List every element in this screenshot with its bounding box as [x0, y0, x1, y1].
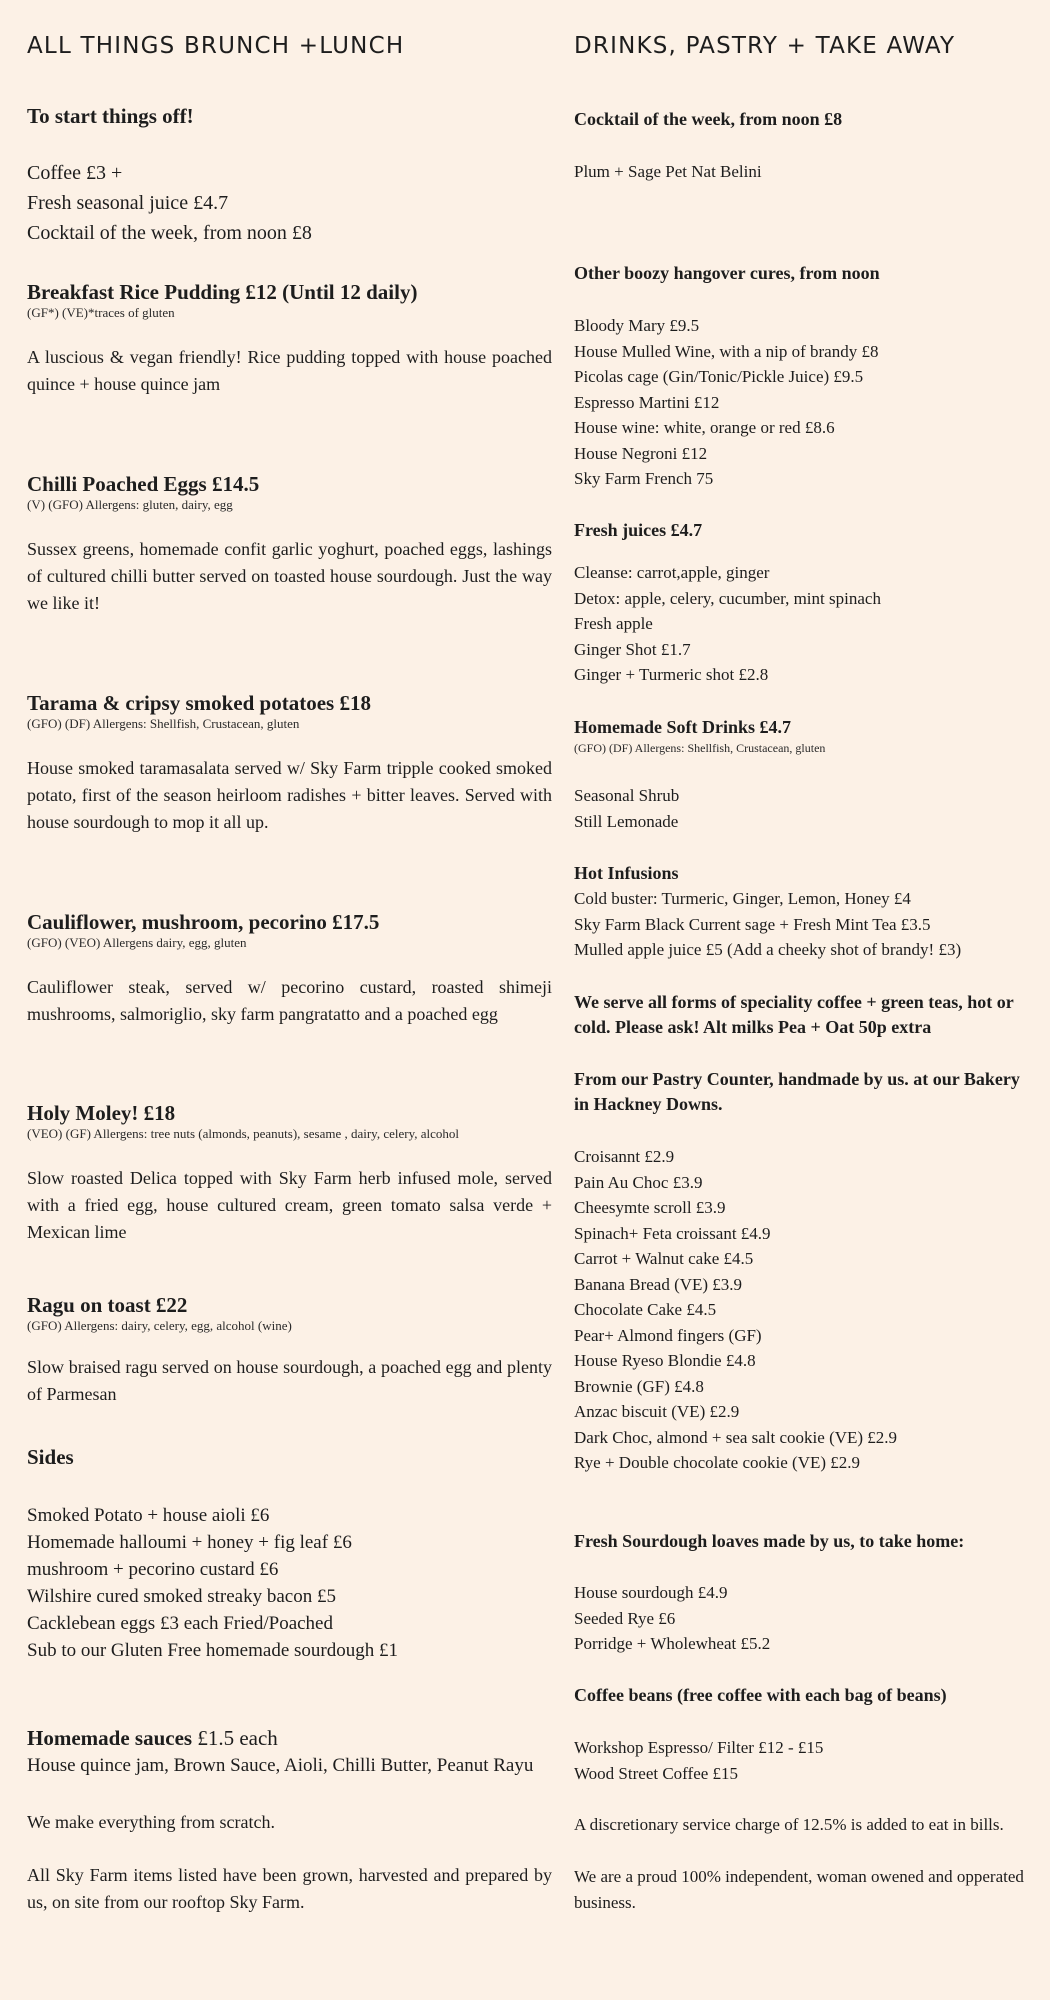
- dish-description: Slow roasted Delica topped with Sky Farm herb infused mole, served with a fried egg, house cultured cream, green tomato salsa verde + Mexican lime: [27, 1168, 552, 1242]
- list-item: Smoked Potato + house aioli £6: [27, 1505, 270, 1526]
- infusions-list: [574, 886, 1028, 963]
- start-list: [27, 158, 552, 248]
- list-item: Bloody Mary £9.5: [574, 316, 700, 335]
- cocktail-list: [574, 159, 1028, 185]
- list-item: Seasonal Shrub: [574, 786, 680, 805]
- pastry-title: From our Pastry Counter, handmade by us. at our Bakery in Hackney Downs.: [574, 1069, 1020, 1114]
- list-item: Porridge + Wholewheat £5.2: [574, 1634, 771, 1653]
- list-item: Workshop Espresso/ Filter £12 - £15: [574, 1738, 824, 1757]
- list-item: House Ryeso Blondie £4.8: [574, 1351, 756, 1370]
- start-title: To start things off!: [27, 104, 194, 128]
- sauces-title: [27, 1726, 552, 1750]
- coffee-note: We serve all forms of speciality coffee + green teas, hot or cold. Please ask! Alt milks Pea + Oat 50p extra: [574, 992, 1014, 1037]
- dish-allergens: (GFO) (DF) Allergens: Shellfish, Crustacean, gluten: [27, 716, 300, 731]
- infusions-title: Hot Infusions: [574, 863, 679, 883]
- list-item: Rye + Double chocolate cookie (VE) £2.9: [574, 1453, 861, 1472]
- dish-description: House smoked taramasalata served w/ Sky Farm tripple cooked smoked potato, first of the season heirloom radishes + bitter leaves. Served with house sourdough to mop it all up.: [27, 758, 552, 832]
- list-item: Cold buster: Turmeric, Ginger, Lemon, Honey £4: [574, 889, 911, 908]
- list-item: Pear+ Almond fingers (GF): [574, 1325, 762, 1345]
- dish-description: A luscious & vegan friendly! Rice pudding topped with house poached quince + house quince jam: [27, 347, 552, 394]
- dish-description: Slow braised ragu served on house sourdough, a poached egg and plenty of Parmesan: [27, 1357, 552, 1404]
- soft-list: [574, 783, 1028, 834]
- list-item: Mulled apple juice £5 (Add a cheeky shot of brandy! £3): [574, 940, 962, 959]
- dish-title: Holy Moley! £18: [27, 1101, 176, 1125]
- list-item: Coffee £3 +: [27, 162, 123, 184]
- soft-allergens: (GFO) (DF) Allergens: Shellfish, Crustacean, gluten: [574, 741, 826, 755]
- dish-title: Tarama & cripsy smoked potatoes £18: [27, 691, 371, 715]
- list-item: Wilshire cured smoked streaky bacon £5: [27, 1586, 336, 1607]
- list-item: Homemade halloumi + honey + fig leaf £6: [27, 1532, 352, 1553]
- dish-title: Breakfast Rice Pudding £12 (Until 12 daily): [27, 280, 418, 304]
- list-item: Cheesymte scroll £3.9: [574, 1198, 726, 1217]
- dish-tarama: [27, 691, 552, 836]
- list-item: Picolas cage (Gin/Tonic/Pickle Juice) £9.5: [574, 367, 864, 386]
- list-item: Cocktail of the week, from noon £8: [27, 222, 312, 244]
- list-item: Fresh apple: [574, 614, 653, 633]
- dish-title: Ragu on toast £22: [27, 1293, 188, 1317]
- dish-rice-pudding: [27, 280, 552, 398]
- scratch-note: We make everything from scratch.: [27, 1812, 275, 1832]
- dish-title: Cauliflower, mushroom, pecorino £17.5: [27, 910, 380, 934]
- list-item: Brownie (GF) £4.8: [574, 1376, 704, 1396]
- brunch-heading: ALL THINGS BRUNCH +LUNCH: [27, 33, 405, 59]
- list-item: Cleanse: carrot,apple, ginger: [574, 563, 770, 582]
- service-charge-note: A discretionary service charge of 12.5% is added to eat in bills.: [574, 1815, 1004, 1834]
- cocktail-title: Cocktail of the week, from noon £8: [574, 109, 843, 129]
- dish-cauliflower: [27, 910, 552, 1028]
- loaves-list: [574, 1580, 1028, 1657]
- dish-allergens: (VEO) (GF) Allergens: tree nuts (almonds, peanuts), sesame , dairy, celery, alcohol: [27, 1126, 460, 1141]
- list-item: Detox: apple, celery, cucumber, mint spinach: [574, 588, 881, 608]
- list-item: Dark Choc, almond + sea salt cookie (VE) £2.9: [574, 1427, 898, 1447]
- list-item: mushroom + pecorino custard £6: [27, 1559, 279, 1580]
- soft-title: Homemade Soft Drinks £4.7: [574, 717, 791, 737]
- dish-description: Cauliflower steak, served w/ pecorino custard, roasted shimeji mushrooms, salmoriglio, sky farm pangratatto and a poached egg: [27, 977, 552, 1024]
- list-item: Plum + Sage Pet Nat Belini: [574, 162, 762, 181]
- list-item: Chocolate Cake £4.5: [574, 1300, 717, 1319]
- list-item: Fresh seasonal juice £4.7: [27, 192, 229, 214]
- list-item: Anzac biscuit (VE) £2.9: [574, 1402, 740, 1421]
- list-item: Still Lemonade: [574, 811, 679, 831]
- list-item: House Mulled Wine, with a nip of brandy £8: [574, 341, 879, 361]
- dish-allergens: (GF*) (VE)*traces of gluten: [27, 305, 175, 320]
- sides-list: [27, 1502, 552, 1664]
- juices-list: [574, 560, 1028, 688]
- list-item: Wood Street Coffee £15: [574, 1763, 739, 1783]
- list-item: House Negroni £12: [574, 443, 708, 463]
- dish-title: Chilli Poached Eggs £14.5: [27, 472, 260, 496]
- dish-holy-moley: [27, 1101, 552, 1246]
- dish-allergens: (V) (GFO) Allergens: gluten, dairy, egg: [27, 497, 233, 512]
- list-item: Sub to our Gluten Free homemade sourdough £1: [27, 1640, 398, 1661]
- sauces-title-text: Homemade sauces: [27, 1726, 193, 1750]
- dish-description: Sussex greens, homemade confit garlic yoghurt, poached eggs, lashings of cultured chilli butter served on toasted house sourdough. Just the way we like it!: [27, 539, 552, 613]
- dish-ragu: [27, 1293, 552, 1408]
- boozy-list: [574, 313, 1028, 492]
- list-item: House quince jam, Brown Sauce, Aioli, Chilli Butter, Peanut Rayu: [27, 1755, 534, 1776]
- pastry-list: [574, 1144, 1028, 1476]
- soft-drinks: [574, 715, 1028, 757]
- list-item: House sourdough £4.9: [574, 1583, 728, 1602]
- list-item: Seeded Rye £6: [574, 1608, 676, 1628]
- list-item: House wine: white, orange or red £8.6: [574, 418, 835, 437]
- loaves-title: Fresh Sourdough loaves made by us, to take home:: [574, 1531, 965, 1551]
- boozy-title: Other boozy hangover cures, from noon: [574, 263, 880, 283]
- sauces-price: £1.5 each: [197, 1726, 278, 1750]
- juices-title: Fresh juices £4.7: [574, 520, 703, 540]
- dish-chilli-eggs: [27, 472, 552, 617]
- list-item: Carrot + Walnut cake £4.5: [574, 1249, 754, 1268]
- list-item: Espresso Martini £12: [574, 392, 720, 412]
- list-item: Sky Farm French 75: [574, 469, 714, 488]
- sides-title: Sides: [27, 1445, 74, 1469]
- list-item: Sky Farm Black Current sage + Fresh Mint Tea £3.5: [574, 914, 931, 934]
- sauces-list: [27, 1752, 552, 1779]
- beans-list: [574, 1735, 1028, 1786]
- list-item: Banana Bread (VE) £3.9: [574, 1274, 743, 1294]
- dish-allergens: (GFO) (VEO) Allergens dairy, egg, gluten: [27, 935, 247, 950]
- drinks-heading: DRINKS, PASTRY + TAKE AWAY: [574, 33, 956, 59]
- beans-title: Coffee beans (free coffee with each bag of beans): [574, 1685, 947, 1705]
- list-item: Pain Au Choc £3.9: [574, 1172, 703, 1192]
- dish-allergens: (GFO) Allergens: dairy, celery, egg, alcohol (wine): [27, 1318, 292, 1333]
- list-item: Croisannt £2.9: [574, 1147, 675, 1166]
- list-item: Ginger Shot £1.7: [574, 639, 691, 659]
- list-item: Ginger + Turmeric shot £2.8: [574, 665, 769, 684]
- independent-note: We are a proud 100% independent, woman owened and opperated business.: [574, 1867, 1024, 1912]
- list-item: Spinach+ Feta croissant £4.9: [574, 1223, 771, 1243]
- sky-farm-note: All Sky Farm items listed have been grown, harvested and prepared by us, on site from our rooftop Sky Farm.: [27, 1865, 552, 1912]
- list-item: Cacklebean eggs £3 each Fried/Poached: [27, 1613, 333, 1634]
